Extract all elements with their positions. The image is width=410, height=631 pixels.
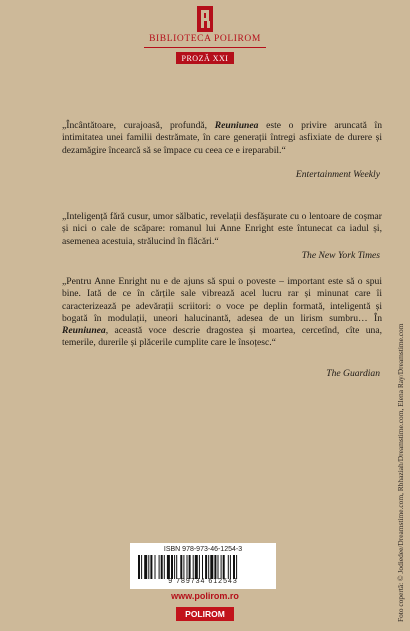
- imprint-badge: PROZĂ XXI: [176, 52, 234, 64]
- publisher-logo: POLIROM: [176, 607, 234, 621]
- barcode-number: 9 789734 612543: [168, 578, 238, 585]
- polirom-logo: [196, 6, 214, 32]
- review-text: „Pentru Anne Enright nu e de ajuns să spui o poveste – important este să o spui bine. Iată de ce în cărțile sale vibrează acel lucru rar și minunat care îi caracterizează pe adevărații scriitori: o voce pe deplin formată, inteligentă și bogată în modulații, uneori halucinantă, adesea de un lirism sumbru… În Reuniunea, această voce descrie dragostea și moartea, cercetînd, cîte una, temerile, durerile și plăcerile cumplite care le însoțesc.“: [62, 276, 382, 349]
- series-divider: [144, 47, 266, 48]
- review-nyt: [62, 211, 382, 248]
- publisher-url: www.polirom.ro: [171, 591, 239, 601]
- review-source: The New York Times: [301, 250, 380, 261]
- isbn: ISBN 978-973-46-1254-3: [163, 546, 243, 553]
- book-title: Reuniunea: [62, 325, 106, 337]
- review-entertainment-weekly: [62, 120, 382, 157]
- barcode: [130, 543, 276, 589]
- review-source: The Guardian: [326, 368, 380, 379]
- review-text: „Încântătoare, curajoasă, profundă, Reuniunea este o privire aruncată în intimitatea unei familii destrămate, în care generații întregi asfixiate de durere și dezamăgire încearcă să se împace cu ceea ce e ireparabil.“: [62, 120, 382, 156]
- review-guardian: [62, 276, 382, 350]
- photo-credit: Foto copertă: © Jodiedee/Dreamstime.com, Rbhaziah/Dreamstime.com, Elena Ray/Dreamstime.com: [396, 323, 405, 622]
- review-text: „Inteligență fără cusur, umor sălbatic, revelații desfășurate cu o lentoare de coșmar și nici o cale de scăpare: romanul lui Anne Enright este întunecat ca iadul și, asemenea acestuia, strălucind în flăcări.“: [62, 211, 382, 247]
- barcode-bars: [138, 555, 268, 579]
- book-title: Reuniunea: [214, 120, 259, 131]
- review-source: Entertainment Weekly: [295, 169, 380, 180]
- series-name: BIBLIOTECA POLIROM: [149, 34, 261, 44]
